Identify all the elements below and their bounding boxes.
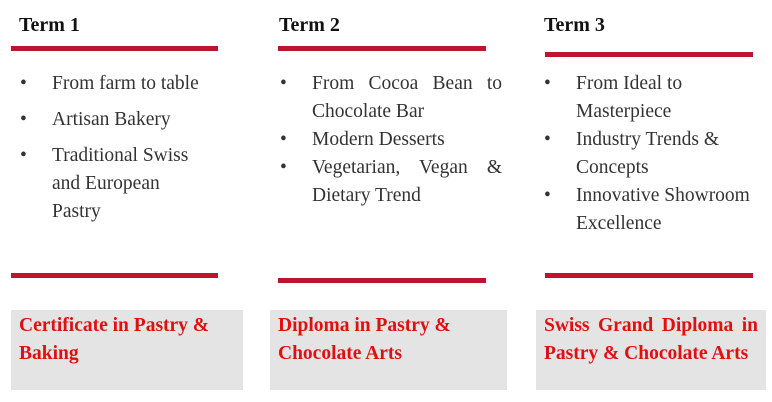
bullet-icon: • (280, 157, 287, 178)
term-3-top-rule (545, 52, 753, 57)
list-item-label: From Cocoa Bean to Chocolate Bar (312, 73, 502, 122)
list-item (544, 70, 756, 126)
list-item-label: Traditional Swiss and European Pastry (52, 145, 189, 222)
term-1-award-box (11, 310, 243, 390)
list-item-label: Industry Trends & Concepts (576, 129, 720, 178)
bullet-icon: • (20, 145, 27, 166)
list-item-label: Artisan Bakery (52, 109, 171, 130)
list-item (20, 142, 212, 226)
list-item (544, 126, 772, 182)
term-1-top-rule (11, 46, 218, 51)
term-2-title: Term 2 (279, 14, 340, 36)
bullet-icon: • (544, 185, 551, 206)
term-3-list (544, 70, 764, 238)
bullet-icon: • (20, 109, 27, 130)
term-1-bottom-rule (11, 273, 218, 278)
term-3-column (525, 0, 772, 402)
list-item-label: Vegetarian, Vegan & Dietary Trend (312, 157, 502, 206)
term-1-title: Term 1 (19, 14, 80, 36)
list-item (280, 154, 502, 210)
term-2-award-box (270, 310, 507, 390)
list-item-label: From Ideal to Masterpiece (576, 73, 683, 122)
term-2-top-rule (278, 46, 486, 51)
term-2-column (260, 0, 520, 402)
list-item (280, 126, 502, 154)
list-item-label: From farm to table (52, 73, 199, 94)
list-item (544, 182, 764, 238)
list-item-label: Modern Desserts (312, 129, 445, 150)
bullet-icon: • (280, 73, 287, 94)
term-1-column (0, 0, 240, 402)
term-1-award: Certificate in Pastry & Baking (19, 315, 210, 364)
term-3-award-box (536, 310, 766, 390)
bullet-icon: • (280, 129, 287, 150)
term-2-list (280, 70, 502, 210)
bullet-icon: • (20, 73, 27, 94)
bullet-icon: • (544, 73, 551, 94)
term-2-award: Diploma in Pastry & Chocolate Arts (278, 315, 451, 364)
term-3-award: Swiss Grand Diploma in Pastry & Chocolate Arts (544, 315, 758, 364)
term-1-list (20, 70, 220, 226)
term-3-bottom-rule (545, 273, 753, 278)
list-item (20, 106, 220, 134)
bullet-icon: • (544, 129, 551, 150)
term-2-bottom-rule (278, 278, 486, 283)
list-item (280, 70, 502, 126)
term-3-title: Term 3 (544, 14, 605, 36)
list-item (20, 70, 220, 98)
list-item-label: Innovative Showroom Excellence (576, 185, 750, 234)
